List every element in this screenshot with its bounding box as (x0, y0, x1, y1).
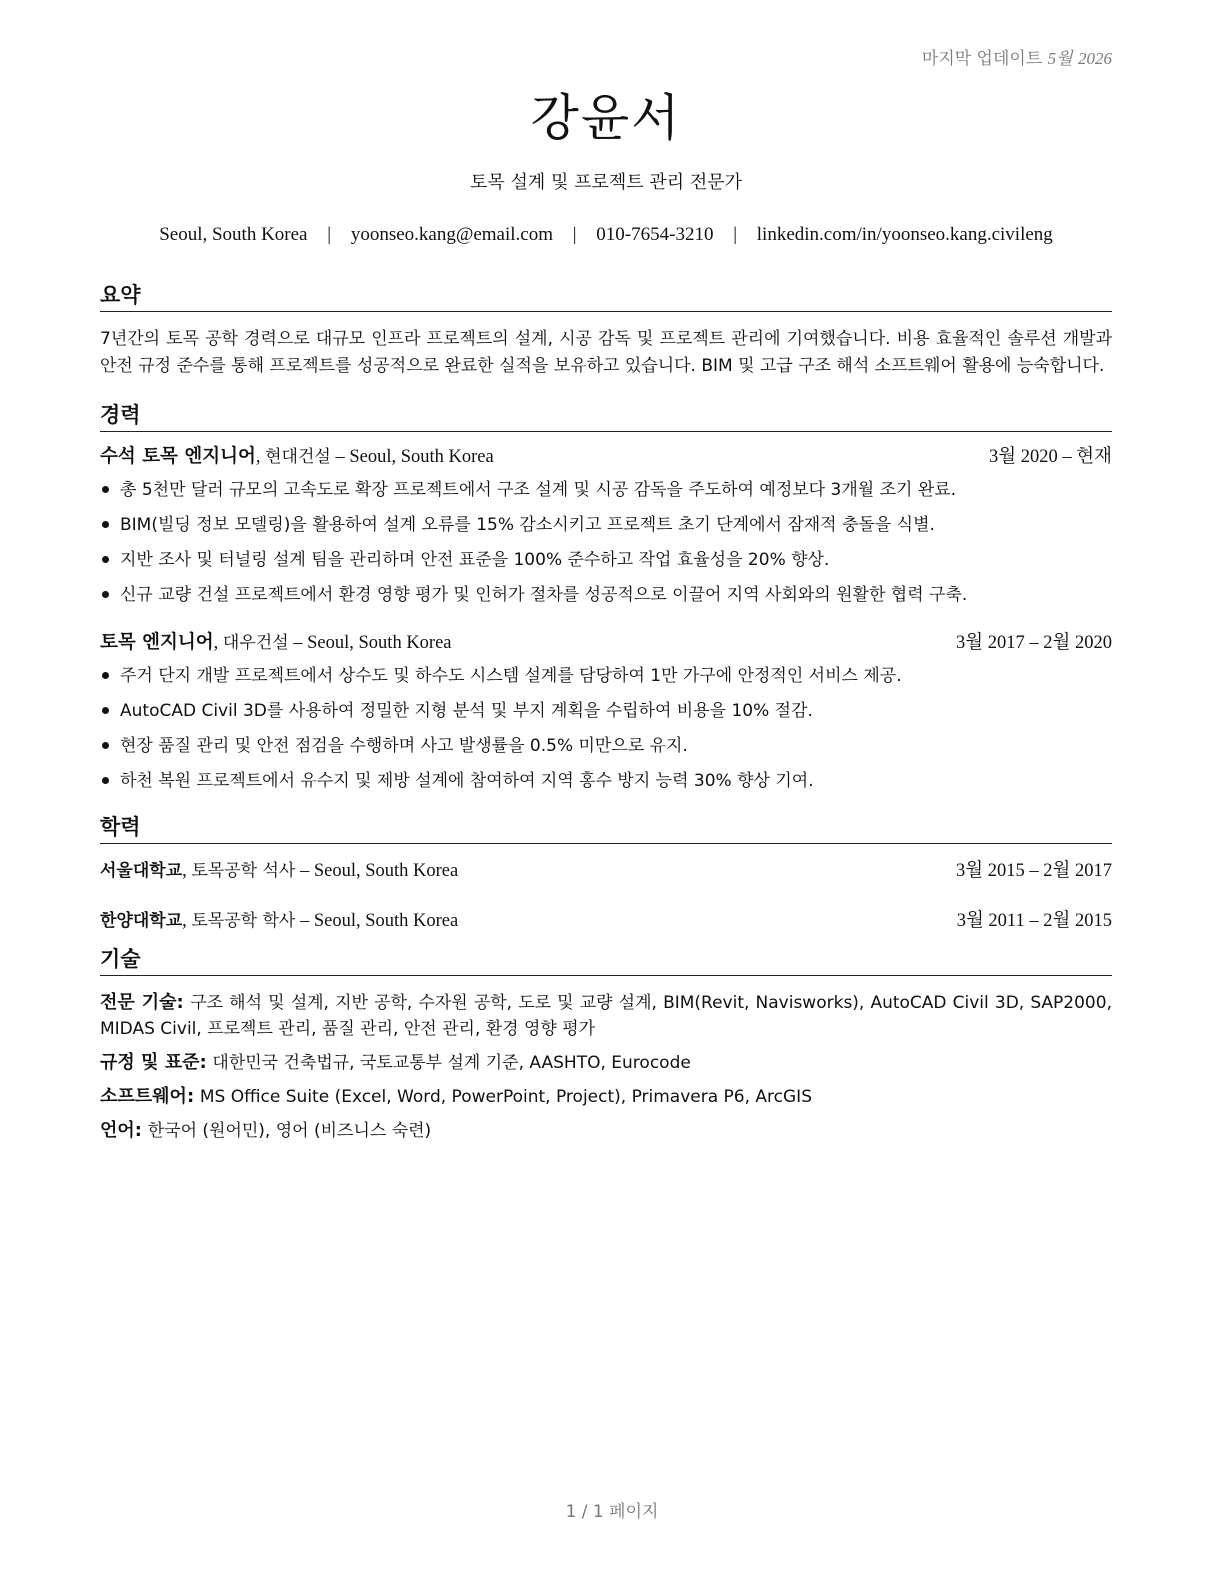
degree: 토목공학 학사 (191, 911, 296, 931)
job-entry (100, 444, 1112, 612)
school-location: Seoul, South Korea (313, 861, 459, 881)
job-entry (100, 630, 1112, 798)
job-bullets (100, 658, 1112, 798)
school-location: Seoul, South Korea (313, 911, 459, 931)
job-dates: 3월 2020 – 현재 (989, 447, 1112, 467)
job-bullet: 총 5천만 달러 규모의 고속도로 확장 프로젝트에서 구조 설계 및 시공 감독을 주도하여 예정보다 3개월 조기 완료. (100, 472, 1112, 507)
skill-line (100, 1084, 1112, 1110)
skill-label: 언어: (100, 1120, 142, 1141)
job-dates: 3월 2017 – 2월 2020 (956, 633, 1112, 653)
skill-line (100, 990, 1112, 1042)
contact-separator: | (733, 224, 738, 245)
contact-separator: | (327, 224, 332, 245)
education-dates: 3월 2015 – 2월 2017 (956, 861, 1112, 881)
school-name: 한양대학교 (100, 911, 183, 931)
job-company: 대우건설 (222, 633, 289, 653)
last-updated (922, 44, 1112, 69)
job-bullet: 현장 품질 관리 및 안전 점검을 수행하며 사고 발생률을 0.5% 미만으로 유지. (100, 728, 1112, 763)
education-entry: 한양대학교, 토목공학 학사 – Seoul, South Korea 3월 2011 – 2월 2015 (100, 908, 1112, 934)
job-location: Seoul, South Korea (307, 633, 452, 653)
education-dates: 3월 2011 – 2월 2015 (956, 911, 1112, 931)
degree: 토목공학 석사 (191, 861, 296, 881)
skill-value: 구조 해석 및 설계, 지반 공학, 수자원 공학, 도로 및 교량 설계, BIM(Revit, Navisworks), AutoCAD Civil 3D, SAP2000, MIDAS Civil, 프로젝트 관리, 품질 관리, 안전 관리, 환경 영향 평가 (100, 993, 1112, 1039)
section-title-skills: 기술 (100, 944, 1112, 976)
job-bullet: 하천 복원 프로젝트에서 유수지 및 제방 설계에 참여하여 지역 홍수 방지 능력 30% 향상 기여. (100, 763, 1112, 798)
job-bullet: 신규 교량 건설 프로젝트에서 환경 영향 평가 및 인허가 절차를 성공적으로 이끌어 지역 사회와의 원활한 협력 구축. (100, 577, 1112, 612)
section-title-experience: 경력 (100, 400, 1112, 432)
job-bullet: AutoCAD Civil 3D를 사용하여 정밀한 지형 분석 및 부지 계획을 수립하여 비용을 10% 절감. (100, 693, 1112, 728)
job-company: 현대건설 (265, 447, 331, 467)
skill-value: 대한민국 건축법규, 국토교통부 설계 기준, AASHTO, Eurocode (212, 1053, 691, 1073)
skill-label: 규정 및 표준: (100, 1052, 207, 1073)
page-number: 1 / 1 페이지 (565, 1502, 659, 1522)
contact-phone: 010-7654-3210 (596, 224, 714, 245)
job-bullet: 지반 조사 및 터널링 설계 팀을 관리하며 안전 표준을 100% 준수하고 작업 효율성을 20% 향상. (100, 542, 1112, 577)
section-title-education: 학력 (100, 812, 1112, 844)
job-header: 토목 엔지니어, 대우건설 – Seoul, South Korea 3월 2017 – 2월 2020 (100, 630, 1112, 656)
skill-label: 소프트웨어: (100, 1086, 195, 1107)
contact-separator: | (572, 224, 577, 245)
last-updated-label: 마지막 업데이트 (921, 49, 1043, 69)
job-bullets (100, 472, 1112, 612)
job-bullet: BIM(빌딩 정보 모델링)을 활용하여 설계 오류를 15% 감소시키고 프로젝트 초기 단계에서 잠재적 충돌을 식별. (100, 507, 1112, 542)
skill-value: 한국어 (원어민), 영어 (비즈니스 숙련) (147, 1121, 432, 1141)
last-updated-year: 2026 (1078, 49, 1112, 68)
skill-line (100, 1050, 1112, 1076)
candidate-name: 강윤서 (530, 89, 682, 147)
section-title-summary: 요약 (100, 280, 1112, 312)
contact-linkedin[interactable]: linkedin.com/in/yoonseo.kang.civileng (756, 224, 1053, 245)
skill-label: 전문 기술: (100, 992, 184, 1013)
school-name: 서울대학교 (100, 861, 183, 881)
job-role: 토목 엔지니어 (100, 632, 214, 653)
education-entry: 서울대학교, 토목공학 석사 – Seoul, South Korea 3월 2015 – 2월 2017 (100, 858, 1112, 884)
contact-line (100, 224, 1112, 246)
job-header: 수석 토목 엔지니어, 현대건설 – Seoul, South Korea 3월 2020 – 현재 (100, 444, 1112, 470)
candidate-subtitle: 토목 설계 및 프로젝트 관리 전문가 (469, 172, 743, 193)
summary-text: 7년간의 토목 공학 경력으로 대규모 인프라 프로젝트의 설계, 시공 감독 및 프로젝트 관리에 기여했습니다. 비용 효율적인 솔루션 개발과 안전 규정 준수를 통해 프로젝트를 성공적으로 완료한 실적을 보유하고 있습니다. BIM 및 고급 구조 해석 소프트웨어 활용에 능숙합니다. (100, 329, 1112, 376)
job-bullet: 주거 단지 개발 프로젝트에서 상수도 및 하수도 시스템 설계를 담당하여 1만 가구에 안정적인 서비스 제공. (100, 658, 1112, 693)
last-updated-month: 5월 (1047, 49, 1073, 68)
job-role: 수석 토목 엔지니어 (100, 446, 256, 467)
skill-value: MS Office Suite (Excel, Word, PowerPoint, Project), Primavera P6, ArcGIS (199, 1087, 812, 1107)
contact-location: Seoul, South Korea (159, 224, 308, 245)
skill-line (100, 1118, 1112, 1144)
contact-email[interactable]: yoonseo.kang@email.com (350, 224, 553, 245)
job-location: Seoul, South Korea (349, 447, 494, 467)
